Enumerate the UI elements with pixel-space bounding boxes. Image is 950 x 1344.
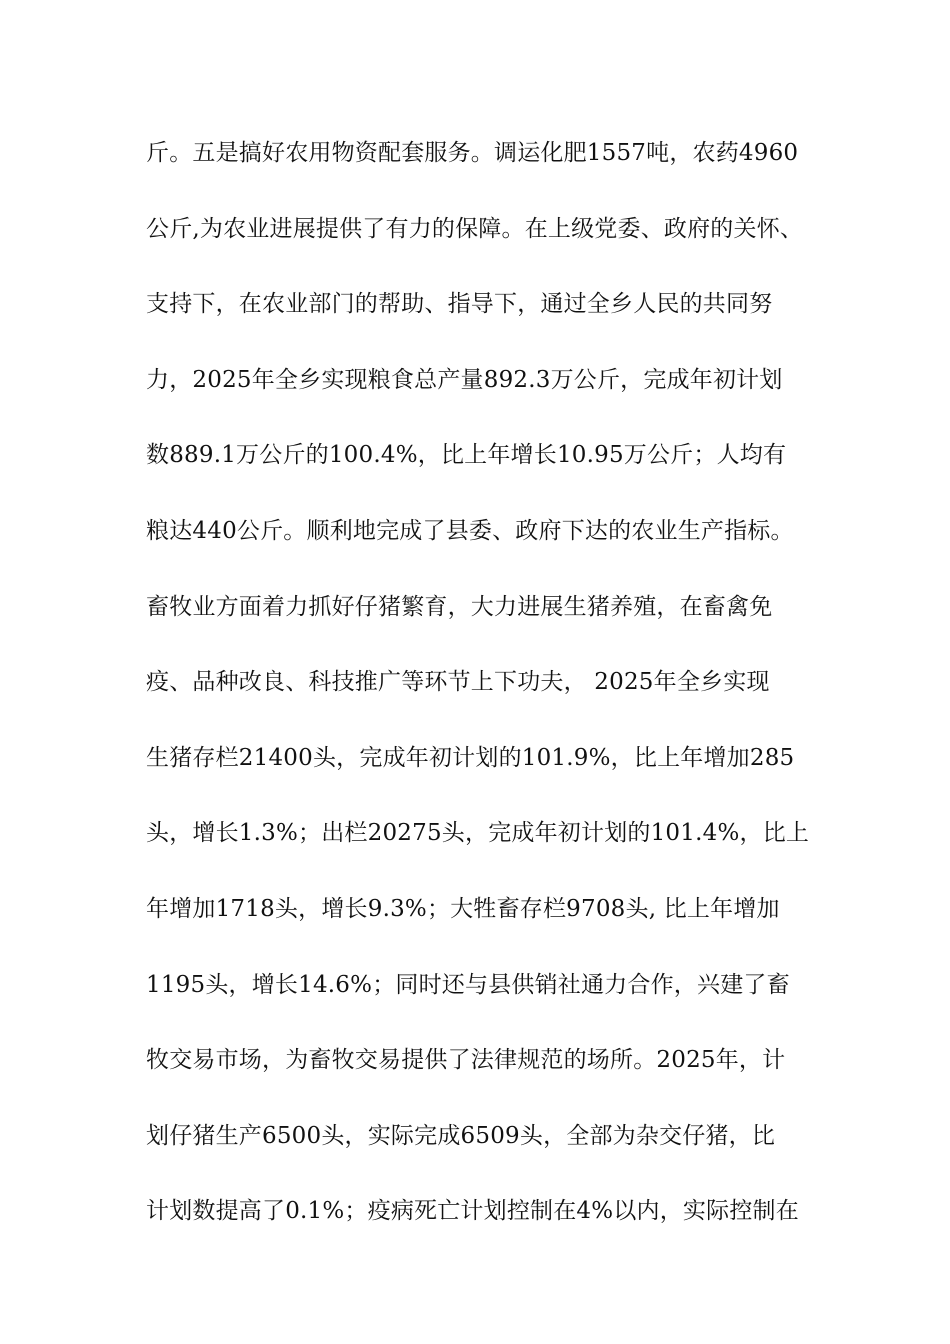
text-line-5: 数889.1万公斤的100.4%，比上年增长10.95万公斤；人均有 bbox=[146, 442, 787, 469]
text-line-2: 公斤,为农业进展提供了有力的保障。在上级党委、政府的关怀、 bbox=[146, 215, 804, 242]
text-line-10: 头，增长1.3%；出栏20275头，完成年初计划的101.4%，比上 bbox=[146, 820, 810, 847]
body-text bbox=[146, 133, 826, 1267]
text-line-8: 疫、品种改良、科技推广等环节上下功夫， 2025年全乡实现 bbox=[146, 669, 770, 696]
text-line-13: 牧交易市场，为畜牧交易提供了法律规范的场所。2025年，计 bbox=[146, 1047, 786, 1074]
text-line-1: 斤。五是搞好农用物资配套服务。调运化肥1557吨，农药4960 bbox=[146, 140, 799, 166]
text-line-11: 年增加1718头，增长9.3%；大牲畜存栏9708头, 比上年增加 bbox=[146, 895, 780, 922]
text-line-7: 畜牧业方面着力抓好仔猪繁育，大力进展生猪养殖，在畜禽免 bbox=[146, 593, 773, 620]
text-line-12: 1195头，增长14.6%；同时还与县供销社通力合作，兴建了畜 bbox=[146, 971, 790, 998]
text-line-3: 支持下，在农业部门的帮助、指导下，通过全乡人民的共同努 bbox=[146, 291, 773, 318]
text-line-14: 划仔猪生产6500头，实际完成6509头，全部为杂交仔猪，比 bbox=[146, 1122, 776, 1149]
text-line-4: 力，2025年全乡实现粮食总产量892.3万公斤，完成年初计划 bbox=[146, 366, 783, 393]
text-line-6: 粮达440公斤。顺利地完成了县委、政府下达的农业生产指标。 bbox=[146, 517, 794, 544]
text-line-15: 计划数提高了0.1%；疫病死亡计划控制在4%以内，实际控制在 bbox=[146, 1198, 799, 1225]
text-line-9: 生猪存栏21400头，完成年初计划的101.9%，比上年增加285 bbox=[146, 744, 795, 771]
